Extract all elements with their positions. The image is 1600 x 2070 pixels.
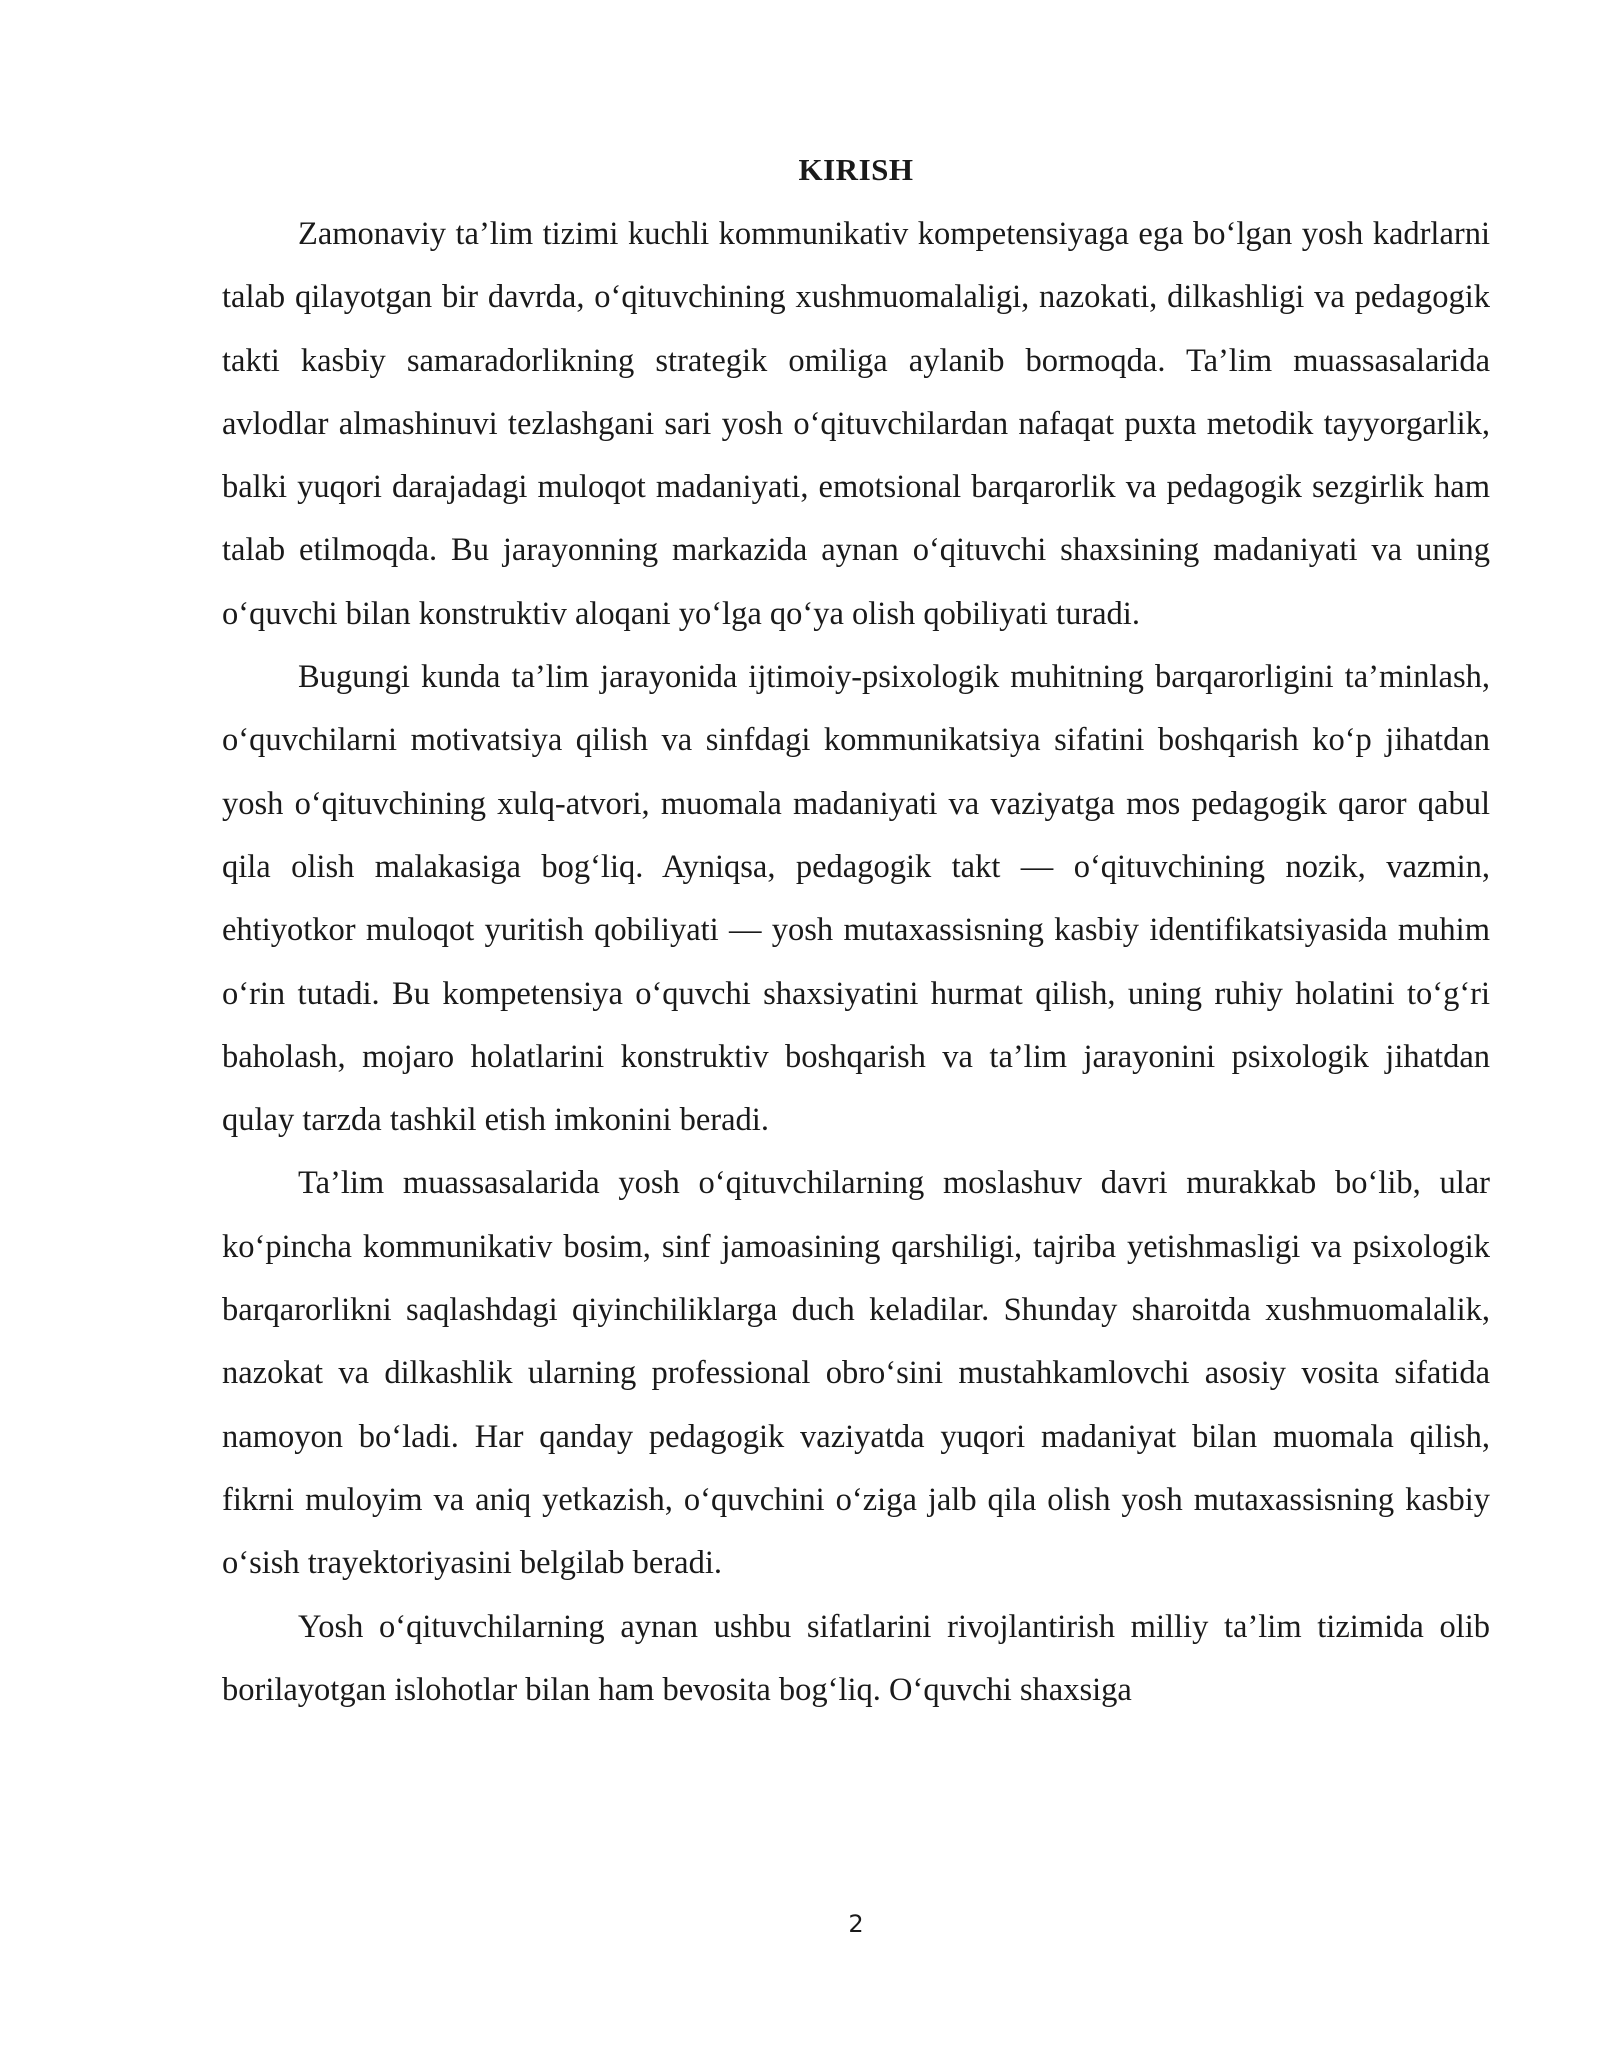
paragraph-1: Zamonaviy ta’lim tizimi kuchli kommunikativ kompetensiyaga ega bo‘lgan yosh kadrlarni talab qilayotgan bir davrda, o‘qituvchining xushmuomalaligi, nazokati, dilkashligi va pedagogik takti kasbiy samaradorlikning strategik omiliga aylanib bormoqda. Ta’lim muassasalarida avlodlar almashinuvi tezlashgani sari yosh o‘qituvchilardan nafaqat puxta metodik tayyorgarlik, balki yuqori darajadagi muloqot madaniyati, emotsional barqarorlik va pedagogik sezgirlik ham talab etilmoqda. Bu jarayonning markazida aynan o‘qituvchi shaxsining madaniyati va uning o‘quvchi bilan konstruktiv aloqani yo‘lga qo‘ya olish qobiliyati turadi. — [222, 216, 1490, 632]
paragraph-4: Yosh o‘qituvchilarning aynan ushbu sifatlarini rivojlantirish milliy ta’lim tizimida olib borilayotgan islohotlar bilan ham bevosita bog‘liq. O‘quvchi shaxsiga — [222, 1608, 1490, 1708]
paragraph-3: Ta’lim muassasalarida yosh o‘qituvchilarning moslashuv davri murakkab bo‘lib, ular ko‘pincha kommunikativ bosim, sinf jamoasining qarshiligi, tajriba yetishmasligi va psixologik barqarorlikni saqlashdagi qiyinchiliklarga duch keladilar. Shunday sharoitda xushmuomalalik, nazokat va dilkashlik ularning professional obro‘sini mustahkamlovchi asosiy vosita sifatida namoyon bo‘ladi. Har qanday pedagogik vaziyatda yuqori madaniyat bilan muomala qilish, fikrni muloyim va aniq yetkazish, o‘quvchini o‘ziga jalb qila olish yosh mutaxassisning kasbiy o‘sish trayektoriyasini belgilab beradi. — [222, 1165, 1490, 1582]
section-heading: KIRISH — [798, 152, 914, 187]
body-text — [222, 203, 1490, 1722]
page-number: 2 — [848, 1910, 864, 1938]
paragraph-2: Bugungi kunda ta’lim jarayonida ijtimoiy-psixologik muhitning barqarorligini ta’minlash, o‘quvchilarni motivatsiya qilish va sinfdagi kommunikatsiya sifatini boshqarish ko‘p jihatdan yosh o‘qituvchining xulq-atvori, muomala madaniyati va vaziyatga mos pedagogik qaror qabul qila olish malakasiga bog‘liq. Ayniqsa, pedagogik takt — o‘qituvchining nozik, vazmin, ehtiyotkor muloqot yuritish qobiliyati — yosh mutaxassisning kasbiy identifikatsiyasida muhim o‘rin tutadi. Bu kompetensiya o‘quvchi shaxsiyatini hurmat qilish, uning ruhiy holatini to‘g‘ri baholash, mojaro holatlarini konstruktiv boshqarish va ta’lim jarayonini psixologik jihatdan qulay tarzda tashkil etish imkonini beradi. — [222, 659, 1490, 1139]
